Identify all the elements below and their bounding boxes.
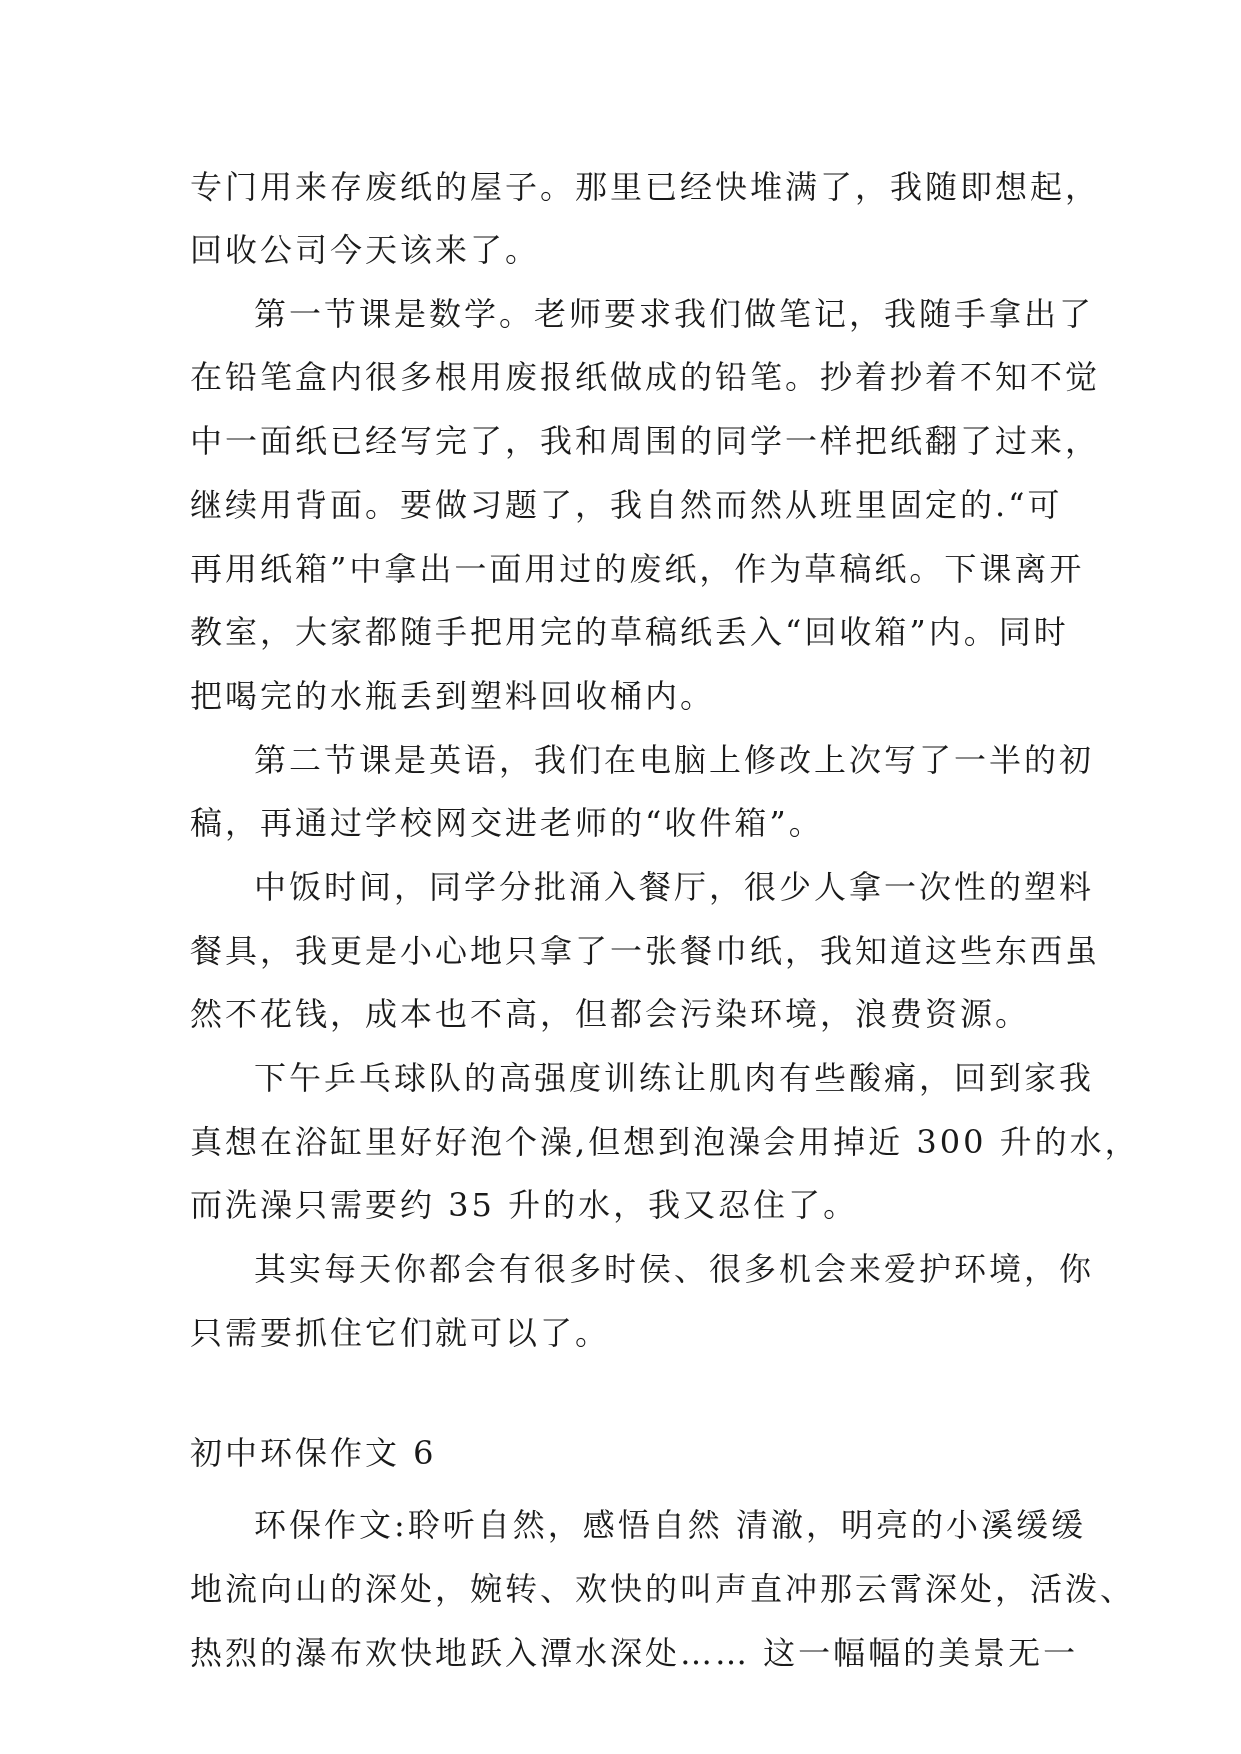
text-line: 回收公司今天该来了。 bbox=[190, 231, 541, 269]
text-line: 中一面纸已经写完了，我和周围的同学一样把纸翻了过来， bbox=[190, 422, 1101, 460]
paragraph-first-line: 第二节课是英语，我们在电脑上修改上次写了一半的初 bbox=[254, 741, 1095, 779]
text-line: 然不花钱，成本也不高，但都会污染环境，浪费资源。 bbox=[190, 995, 1031, 1033]
paragraph-first-line: 其实每天你都会有很多时侯、很多机会来爱护环境，你 bbox=[254, 1250, 1095, 1288]
text-line: 热烈的瀑布欢快地跃入潭水深处…… 这一幅幅的美景无一 bbox=[190, 1634, 1079, 1672]
text-line: 继续用背面。要做习题了，我自然而然从班里固定的.“可 bbox=[190, 486, 1063, 524]
text-line: 在铅笔盒内很多根用废报纸做成的铅笔。抄着抄着不知不觉 bbox=[190, 358, 1101, 396]
paragraph-first-line: 下午乒乓球队的高强度训练让肌肉有些酸痛，回到家我 bbox=[254, 1059, 1095, 1097]
section-heading: 初中环保作文 6 bbox=[190, 1434, 437, 1472]
text-line: 地流向山的深处，婉转、欢快的叫声直冲那云霄深处，活泼、 bbox=[190, 1570, 1136, 1608]
text-line: 而洗澡只需要约 35 升的水，我又忍住了。 bbox=[190, 1186, 859, 1224]
text-line: 真想在浴缸里好好泡个澡,但想到泡澡会用掉近 300 升的水， bbox=[190, 1123, 1140, 1161]
paragraph-first-line: 第一节课是数学。老师要求我们做笔记，我随手拿出了 bbox=[254, 295, 1095, 333]
paragraph-first-line: 中饭时间，同学分批涌入餐厅，很少人拿一次性的塑料 bbox=[254, 868, 1095, 906]
text-line: 稿，再通过学校网交进老师的“收件箱”。 bbox=[190, 804, 824, 842]
text-line: 餐具，我更是小心地只拿了一张餐巾纸，我知道这些东西虽 bbox=[190, 932, 1101, 970]
text-line: 专门用来存废纸的屋子。那里已经快堆满了，我随即想起， bbox=[190, 168, 1101, 206]
paragraph-first-line: 环保作文:聆听自然，感悟自然 清澈，明亮的小溪缓缓 bbox=[254, 1506, 1086, 1544]
text-line: 只需要抓住它们就可以了。 bbox=[190, 1314, 611, 1352]
text-line: 再用纸箱”中拿出一面用过的废纸，作为草稿纸。下课离开 bbox=[190, 550, 1085, 588]
text-line: 教室，大家都随手把用完的草稿纸丢入“回收箱”内。同时 bbox=[190, 613, 1069, 651]
text-line: 把喝完的水瓶丢到塑料回收桶内。 bbox=[190, 677, 716, 715]
